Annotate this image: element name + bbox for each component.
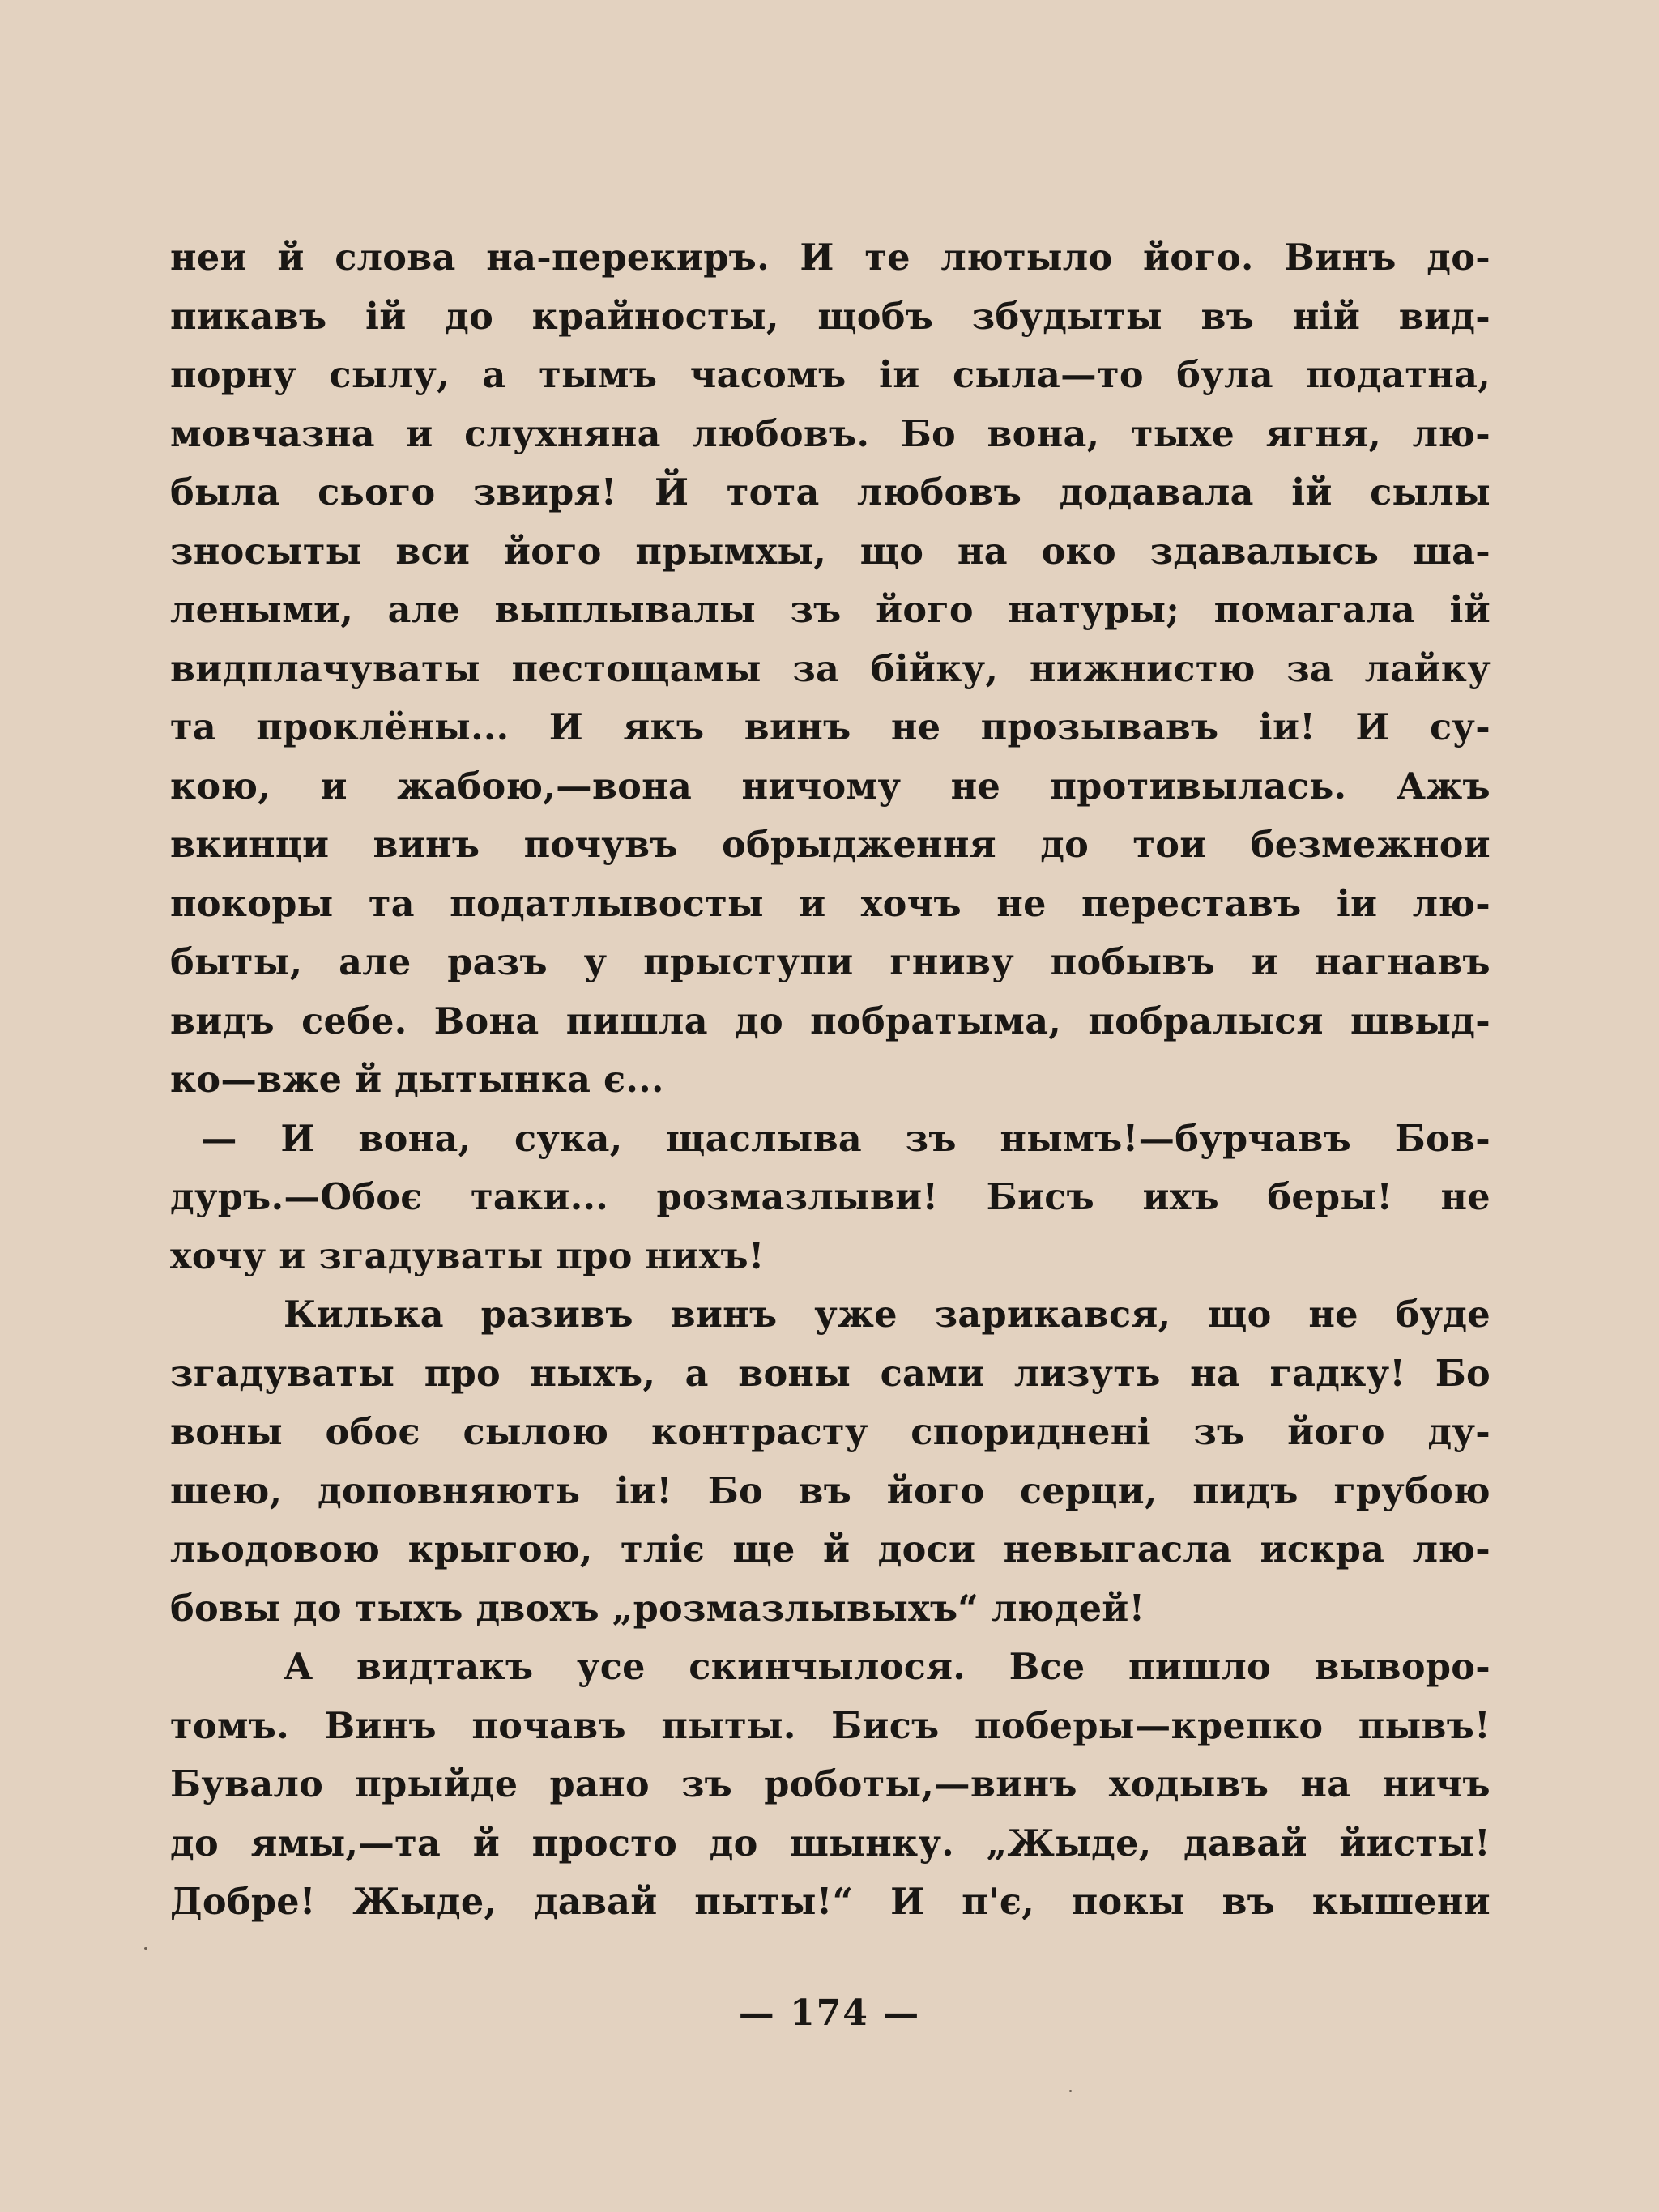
text-line: мовчазна и слухняна любовъ. Бо вона, тыхе ягня, лю- — [170, 412, 1491, 455]
text-line: до ямы,—та й просто до шынку. „Жыде, давай йисты! — [170, 1822, 1491, 1865]
text-line: бовы до тыхъ двохъ „розмазлывыхъ“ людей! — [170, 1587, 1145, 1630]
text-line: Добре! Жыде, давай пыты!“ И п'є, покы въ кышени — [170, 1881, 1491, 1923]
text-line: А видтакъ усе скинчылося. Все пишло выворо- — [284, 1646, 1491, 1688]
body-text — [170, 228, 1491, 1932]
scan-speck — [1069, 2090, 1072, 2092]
text-line: льодовою крыгою, тліє ще й доси невыгасла искра лю- — [170, 1528, 1491, 1571]
text-line: была сього звиря! Й тота любовъ додавала ій сылы — [170, 471, 1491, 514]
text-line: кою, и жабою,—вона ничому не противылась. Ажъ — [170, 765, 1491, 808]
text-line: дуръ.—Обоє таки... розмазлыви! Бисъ ихъ беры! не — [170, 1176, 1491, 1218]
text-line: — И вона, сука, щаслыва зъ нымъ!—бурчавъ Бов- — [201, 1117, 1491, 1160]
text-line: Килька разивъ винъ уже зарикався, що не буде — [284, 1294, 1491, 1336]
text-line: быты, але разъ у прыступи гниву побывъ и нагнавъ — [170, 941, 1491, 983]
text-line: томъ. Винъ почавъ пыты. Бисъ поберы—крепко пывъ! — [170, 1704, 1491, 1747]
text-line: видплачуваты пестощамы за бійку, нижнистю за лайку — [170, 647, 1491, 690]
page-number: — 174 — — [738, 1993, 921, 2034]
text-line: згадуваты про ныхъ, а воны сами лизуть на гадку! Бо — [170, 1352, 1491, 1395]
text-line: вкинци винъ почувъ обрыдження до тои безмежнои — [170, 824, 1491, 866]
text-line: шею, доповняють іи! Бо въ його серци, пидъ грубою — [170, 1469, 1491, 1512]
scan-speck — [144, 1947, 147, 1950]
text-line: воны обоє сылою контрасту споридненi зъ його ду- — [170, 1411, 1491, 1453]
text-line: пикавъ ій до крайносты, щобъ збудыты въ ній вид- — [170, 295, 1491, 338]
text-line: Бувало прыйде рано зъ роботы,—винъ ходывъ на ничъ — [170, 1763, 1491, 1805]
text-line: хочу и згадуваты про нихъ! — [170, 1234, 765, 1277]
text-line: порну сылу, а тымъ часомъ іи сыла—то була податна, — [170, 354, 1491, 396]
text-line: леными, але выплывалы зъ його натуры; помагала ій — [170, 589, 1491, 631]
text-line: видъ себе. Вона пишла до побратыма, побралыся швыд- — [170, 999, 1491, 1042]
text-line: та проклёны... И якъ винъ не прозывавъ іи! И су- — [170, 706, 1491, 748]
text-line: неи й слова на-перекиръ. И те лютыло його. Винъ до- — [170, 237, 1491, 279]
text-line: ко—вже й дытынка є... — [170, 1059, 664, 1101]
text-line: покоры та податлывосты и хочъ не переставъ іи лю- — [170, 882, 1491, 925]
text-line: зносыты вси його прымхы, що на око здавалысь ша- — [170, 530, 1491, 573]
